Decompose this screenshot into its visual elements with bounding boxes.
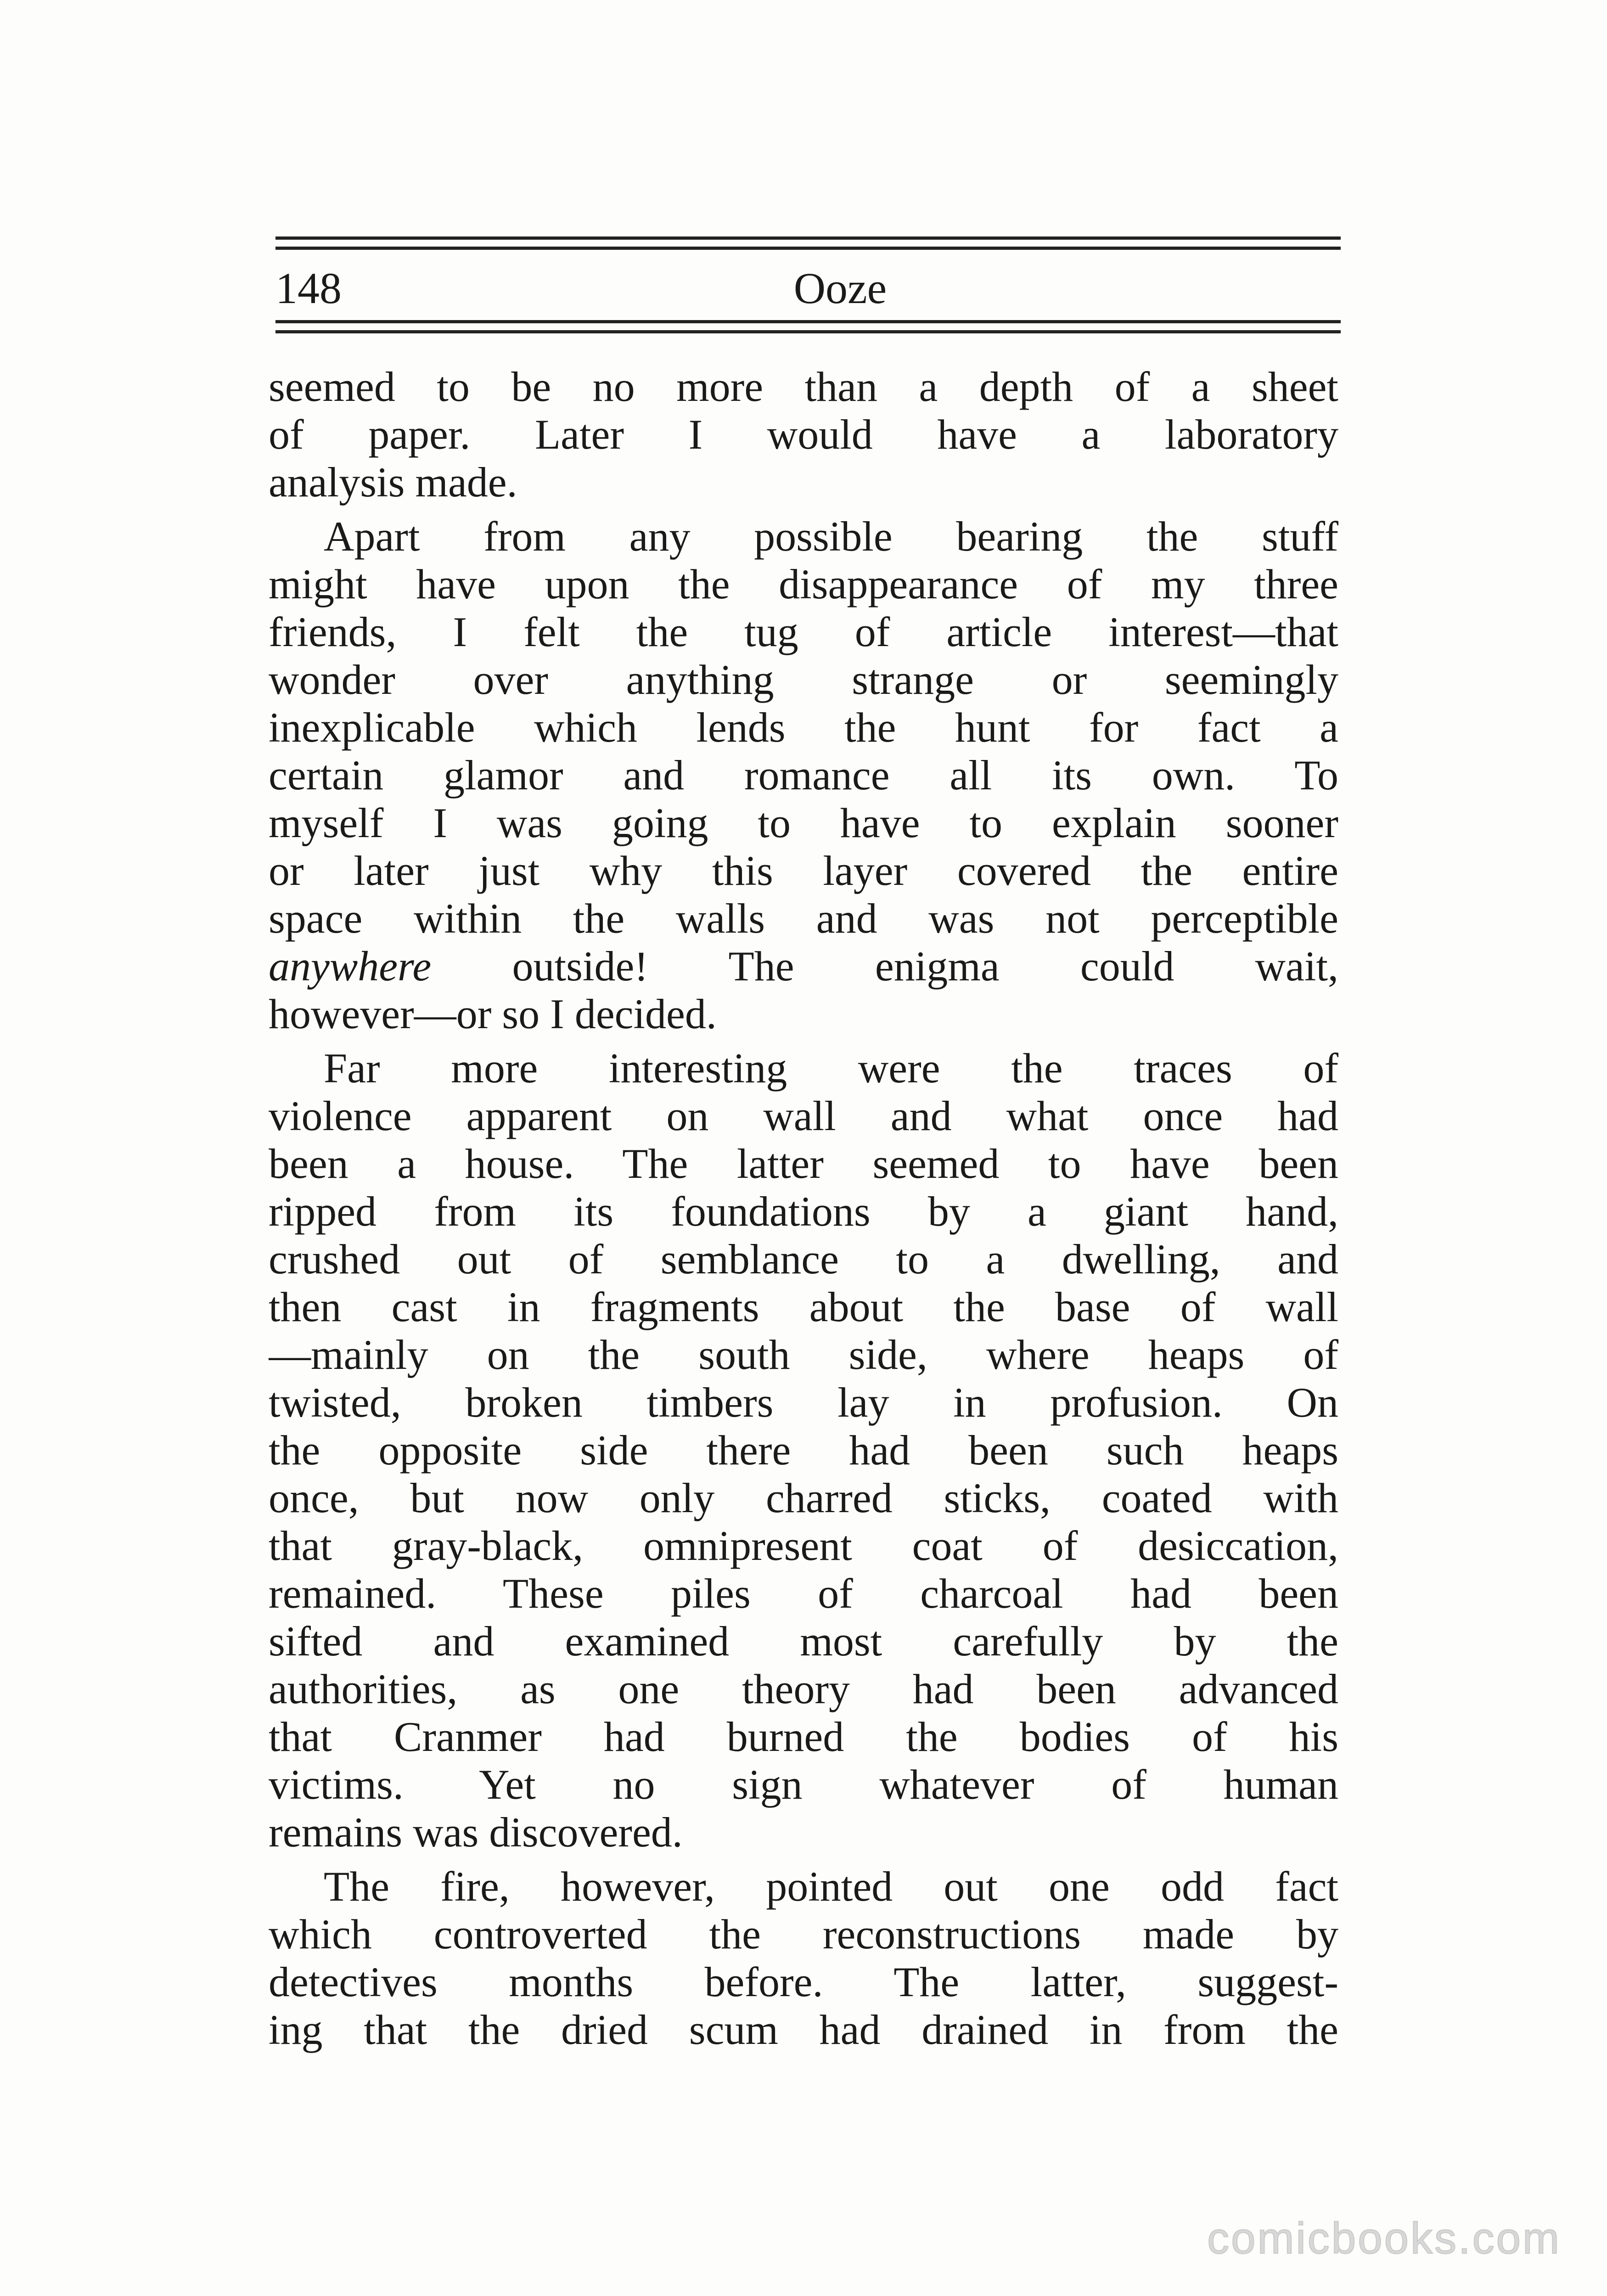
text-line: the opposite side there had been such heaps: [269, 1427, 1338, 1474]
text-line: then cast in fragments about the base of wall: [269, 1283, 1338, 1330]
text-line: victims. Yet no sign whatever of human: [269, 1761, 1338, 1808]
text-line: friends, I felt the tug of article interest—that: [269, 608, 1338, 655]
header-rule-bottom: [275, 330, 1341, 333]
text-line: certain glamor and romance all its own. To: [269, 752, 1338, 799]
text-line: which controverted the reconstructions made by: [269, 1911, 1338, 1958]
text-line: that Cranmer had burned the bodies of his: [269, 1713, 1338, 1760]
header-rule-bottom-inner: [275, 320, 1341, 323]
text-fragment: outside! The enigma could wait,: [431, 943, 1338, 990]
paragraph-1: [269, 363, 1338, 506]
text-line: however—or so I decided.: [269, 990, 717, 1037]
text-line: The fire, however, pointed out one odd fact: [324, 1863, 1338, 1910]
text-line: seemed to be no more than a depth of a sheet: [269, 363, 1338, 410]
header-rule-top: [275, 236, 1341, 240]
text-line: space within the walls and was not perceptible: [269, 895, 1338, 942]
text-line: twisted, broken timbers lay in profusion. On: [269, 1379, 1338, 1426]
text-line: myself I was going to have to explain sooner: [269, 799, 1338, 846]
body-text: [269, 363, 1338, 2060]
text-line: or later just why this layer covered the entire: [269, 847, 1338, 894]
watermark: comicbooks.com: [1207, 2214, 1561, 2263]
page-number: 148: [275, 264, 342, 313]
text-line: detectives months before. The latter, suggest-: [269, 1958, 1338, 2005]
text-line: that gray-black, omnipresent coat of desiccation,: [269, 1522, 1338, 1569]
text-line: violence apparent on wall and what once had: [269, 1092, 1338, 1139]
italic-word: anywhere: [269, 943, 432, 990]
text-line: remains was discovered.: [269, 1809, 683, 1856]
text-line: Far more interesting were the traces of: [324, 1045, 1338, 1092]
text-line: sifted and examined most carefully by the: [269, 1618, 1338, 1665]
text-line: analysis made.: [269, 459, 517, 506]
paragraph-4: [269, 1863, 1338, 2054]
text-line: ripped from its foundations by a giant hand,: [269, 1188, 1338, 1235]
text-line: ing that the dried scum had drained in from the: [269, 2006, 1338, 2053]
text-line: inexplicable which lends the hunt for fact a: [269, 704, 1338, 751]
text-line: might have upon the disappearance of my three: [269, 561, 1338, 608]
paragraph-2: [269, 512, 1338, 1038]
text-line: remained. These piles of charcoal had been: [269, 1570, 1338, 1617]
running-title: Ooze: [793, 264, 887, 313]
text-line: crushed out of semblance to a dwelling, and: [269, 1236, 1338, 1283]
text-line: wonder over anything strange or seemingly: [269, 656, 1338, 703]
text-line: authorities, as one theory had been advanced: [269, 1666, 1338, 1712]
text-line: Apart from any possible bearing the stuff: [324, 513, 1338, 560]
header-rule-top-inner: [275, 247, 1341, 250]
running-head: [275, 261, 1341, 316]
text-line: of paper. Later I would have a laboratory: [269, 411, 1338, 458]
paragraph-3: [269, 1044, 1338, 1856]
text-line: been a house. The latter seemed to have been: [269, 1140, 1338, 1187]
text-line: —mainly on the south side, where heaps of: [269, 1331, 1338, 1378]
text-line-with-italic: [269, 942, 1338, 990]
text-line: once, but now only charred sticks, coated with: [269, 1474, 1338, 1521]
